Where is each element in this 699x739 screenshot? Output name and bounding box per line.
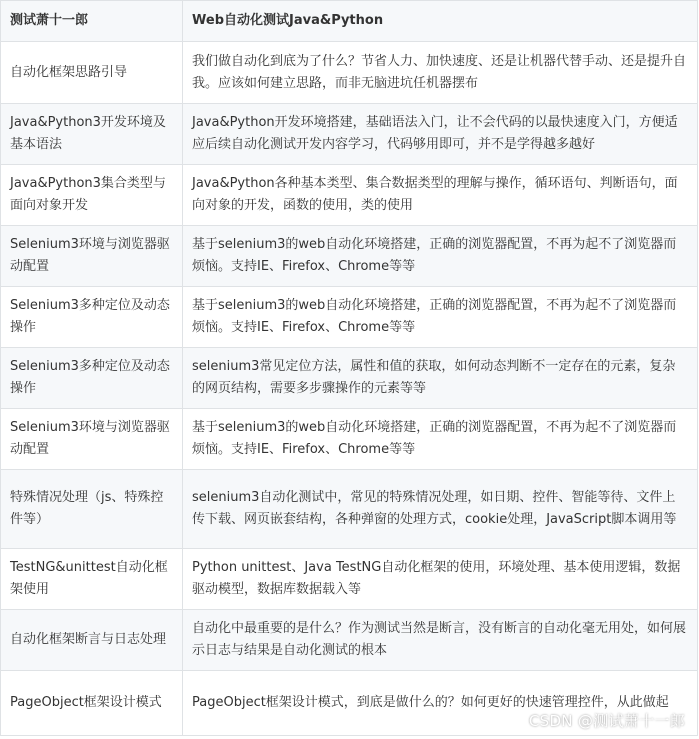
table-row — [1, 104, 698, 165]
topic-cell: PageObject框架设计模式 — [1, 671, 183, 736]
description-cell: 我们做自动化到底为了什么？节省人力、加快速度、还是让机器代替手动、还是提升自我。应该如何建立思路，而非无脑进坑任机器摆布 — [183, 42, 698, 104]
description-cell: 基于selenium3的web自动化环境搭建，正确的浏览器配置，不再为起不了浏览器而烦恼。支持IE、Firefox、Chrome等等 — [183, 409, 698, 470]
table-row — [1, 470, 698, 549]
topic-cell: 自动化框架思路引导 — [1, 42, 183, 104]
description-cell: selenium3常见定位方法，属性和值的获取，如何动态判断不一定存在的元素，复杂的网页结构，需要多步骤操作的元素等等 — [183, 348, 698, 409]
csdn-watermark: CSDN @测试萧十一郎 — [528, 712, 685, 730]
topic-cell: Selenium3多种定位及动态操作 — [1, 348, 183, 409]
topic-cell: Selenium3环境与浏览器驱动配置 — [1, 226, 183, 287]
table-row — [1, 42, 698, 104]
description-cell: Java&Python开发环境搭建，基础语法入门，让不会代码的以最快速度入门，方便适应后续自动化测试开发内容学习，代码够用即可，并不是学得越多越好 — [183, 104, 698, 165]
topic-cell: Selenium3多种定位及动态操作 — [1, 287, 183, 348]
table-row — [1, 610, 698, 671]
description-cell: Python unittest、Java TestNG自动化框架的使用，环境处理、基本使用逻辑，数据驱动模型，数据库数据载入等 — [183, 549, 698, 610]
topic-cell: Java&Python3集合类型与面向对象开发 — [1, 165, 183, 226]
topic-cell: TestNG&unittest自动化框架使用 — [1, 549, 183, 610]
description-cell: 自动化中最重要的是什么？作为测试当然是断言，没有断言的自动化毫无用处，如何展示日志与结果是自动化测试的根本 — [183, 610, 698, 671]
table-row — [1, 549, 698, 610]
topic-cell: Java&Python3开发环境及基本语法 — [1, 104, 183, 165]
table-row — [1, 409, 698, 470]
topic-cell: 自动化框架断言与日志处理 — [1, 610, 183, 671]
table-row — [1, 165, 698, 226]
table-row — [1, 287, 698, 348]
description-cell: 基于selenium3的web自动化环境搭建，正确的浏览器配置，不再为起不了浏览器而烦恼。支持IE、Firefox、Chrome等等 — [183, 226, 698, 287]
table-header-row — [1, 1, 698, 42]
description-cell: Java&Python各种基本类型、集合数据类型的理解与操作，循环语句、判断语句，面向对象的开发，函数的使用，类的使用 — [183, 165, 698, 226]
header-cell-name: 测试萧十一郎 — [1, 1, 183, 42]
header-cell-course: Web自动化测试Java&Python — [183, 1, 698, 42]
topic-cell: 特殊情况处理（js、特殊控件等） — [1, 470, 183, 549]
description-cell: selenium3自动化测试中，常见的特殊情况处理，如日期、控件、智能等待、文件上传下载、网页嵌套结构，各种弹窗的处理方式，cookie处理，JavaScript脚本调用等 — [183, 470, 698, 549]
description-cell: 基于selenium3的web自动化环境搭建，正确的浏览器配置，不再为起不了浏览器而烦恼。支持IE、Firefox、Chrome等等 — [183, 287, 698, 348]
description-cell: PageObject框架设计模式，到底是做什么的？如何更好的快速管理控件，从此做起 — [183, 671, 698, 736]
table-row — [1, 348, 698, 409]
table-row — [1, 226, 698, 287]
topic-cell: Selenium3环境与浏览器驱动配置 — [1, 409, 183, 470]
